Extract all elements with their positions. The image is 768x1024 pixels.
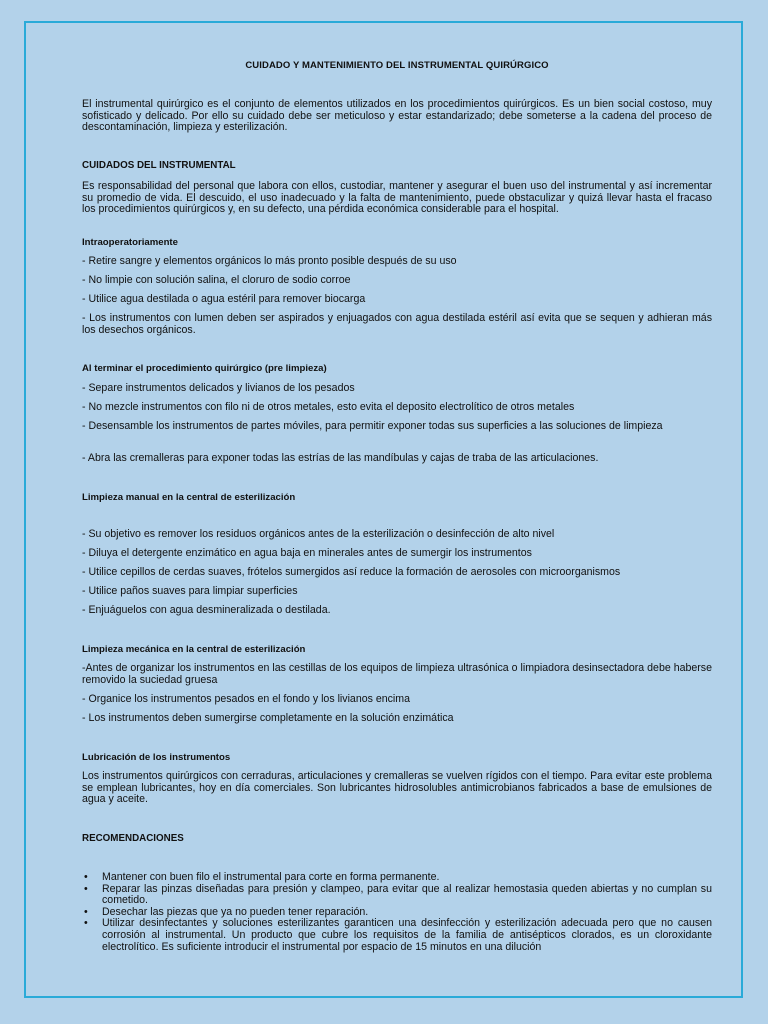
recomendacion-item: • Reparar las pinzas diseñadas para presión y clampeo, para evitar que al realizar hemostasia queden abiertas y no cumplan su cometido. [82,884,712,907]
pre-limpieza-item-4: - Abra las cremalleras para exponer todas las estrías de las mandíbulas y cajas de traba de las articulaciones. [82,452,599,464]
heading-recomendaciones: RECOMENDACIONES [82,833,184,844]
limpieza-manual-item-1: - Su objetivo es remover los residuos orgánicos antes de la esterilización o desinfección de alto nivel [82,528,555,540]
pre-limpieza-item-1: - Separe instrumentos delicados y livianos de los pesados [82,382,355,394]
pre-limpieza-item-2: - No mezcle instrumentos con filo ni de otros metales, esto evita el deposito electrolítico de otros metales [82,401,575,413]
intraoperatorio-item-1: - Retire sangre y elementos orgánicos lo más pronto posible después de su uso [82,255,457,267]
cuidados-paragraph: Es responsabilidad del personal que labora con ellos, custodiar, mantener y asegurar el buen uso del instrumental y así incrementar su promedio de vida. El descuido, el uso inadecuado y la falta de mantenimiento, puede obstaculizar y quizá llevar hasta el fracaso los procedimientos quirúrgicos y, en su defecto, una pérdida económica considerable para el hospital. [82,180,712,216]
heading-intraoperatorio: Intraoperatoriamente [82,237,178,248]
document-title: CUIDADO Y MANTENIMIENTO DEL INSTRUMENTAL QUIRÚRGICO [245,60,549,71]
heading-limpieza-mecanica: Limpieza mecánica en la central de esterilización [82,644,306,655]
intraoperatorio-item-3: - Utilice agua destilada o agua estéril para remover biocarga [82,293,366,305]
heading-pre-limpieza: Al terminar el procedimiento quirúrgico (pre limpieza) [82,363,327,374]
lubricacion-paragraph: Los instrumentos quirúrgicos con cerraduras, articulaciones y cremalleras se vuelven rígidos con el tiempo. Para evitar este problema se emplean lubricantes, hoy en día comerciales. Son lubricantes hidrosolubles antimicrobianos fabricados a base de emulsiones de agua y aceite. [82,770,712,806]
intraoperatorio-item-2: - No limpie con solución salina, el cloruro de sodio corroe [82,274,351,286]
limpieza-mecanica-item-1: -Antes de organizar los instrumentos en las cestillas de los equipos de limpieza ultrasónica o limpiadora desinsectadora debe haberse removido la suciedad gruesa [82,662,712,686]
recomendacion-item: • Desechar las piezas que ya no pueden tener reparación. [82,907,712,919]
heading-limpieza-manual: Limpieza manual en la central de esterilización [82,492,296,503]
limpieza-mecanica-item-2: - Organice los instrumentos pesados en el fondo y los livianos encima [82,693,410,705]
limpieza-mecanica-item-3: - Los instrumentos deben sumergirse completamente en la solución enzimática [82,712,454,724]
intro-paragraph: El instrumental quirúrgico es el conjunto de elementos utilizados en los procedimientos quirúrgicos. Es un bien social costoso, muy sofisticado y delicado. Por ello su cuidado debe ser meticuloso y estar estandarizado; debe someterse a la cadena del proceso de descontaminación, limpieza y esterilización. [82,98,712,134]
limpieza-manual-item-5: - Enjuáguelos con agua desmineralizada o destilada. [82,604,331,616]
recomendacion-item: • Mantener con buen filo el instrumental para corte en forma permanente. [82,872,712,884]
heading-lubricacion: Lubricación de los instrumentos [82,752,231,763]
heading-cuidados: CUIDADOS DEL INSTRUMENTAL [82,160,236,171]
limpieza-manual-item-3: - Utilice cepillos de cerdas suaves, frótelos sumergidos así reduce la formación de aerosoles con microorganismos [82,566,621,578]
document-page [24,21,743,998]
pre-limpieza-item-3: - Desensamble los instrumentos de partes móviles, para permitir exponer todas sus superficies a las soluciones de limpieza [82,420,663,432]
intraoperatorio-item-4: - Los instrumentos con lumen deben ser aspirados y enjuagados con agua destilada estéril así evita que se sequen y adhieran más los desechos orgánicos. [82,312,712,336]
limpieza-manual-item-2: - Diluya el detergente enzimático en agua baja en minerales antes de sumergir los instrumentos [82,547,532,559]
limpieza-manual-item-4: - Utilice paños suaves para limpiar superficies [82,585,298,597]
recomendaciones-list [82,872,712,953]
recomendacion-item: • Utilizar desinfectantes y soluciones esterilizantes garanticen una desinfección y esterilización adecuada pero que no causen corrosión al instrumental. Un producto que cubre los requisitos de la familia de antisépticos clorados, es un cloroxidante electrolítico. Es suficiente introducir el instrumental por espacio de 15 minutos en una dilución [82,918,712,953]
